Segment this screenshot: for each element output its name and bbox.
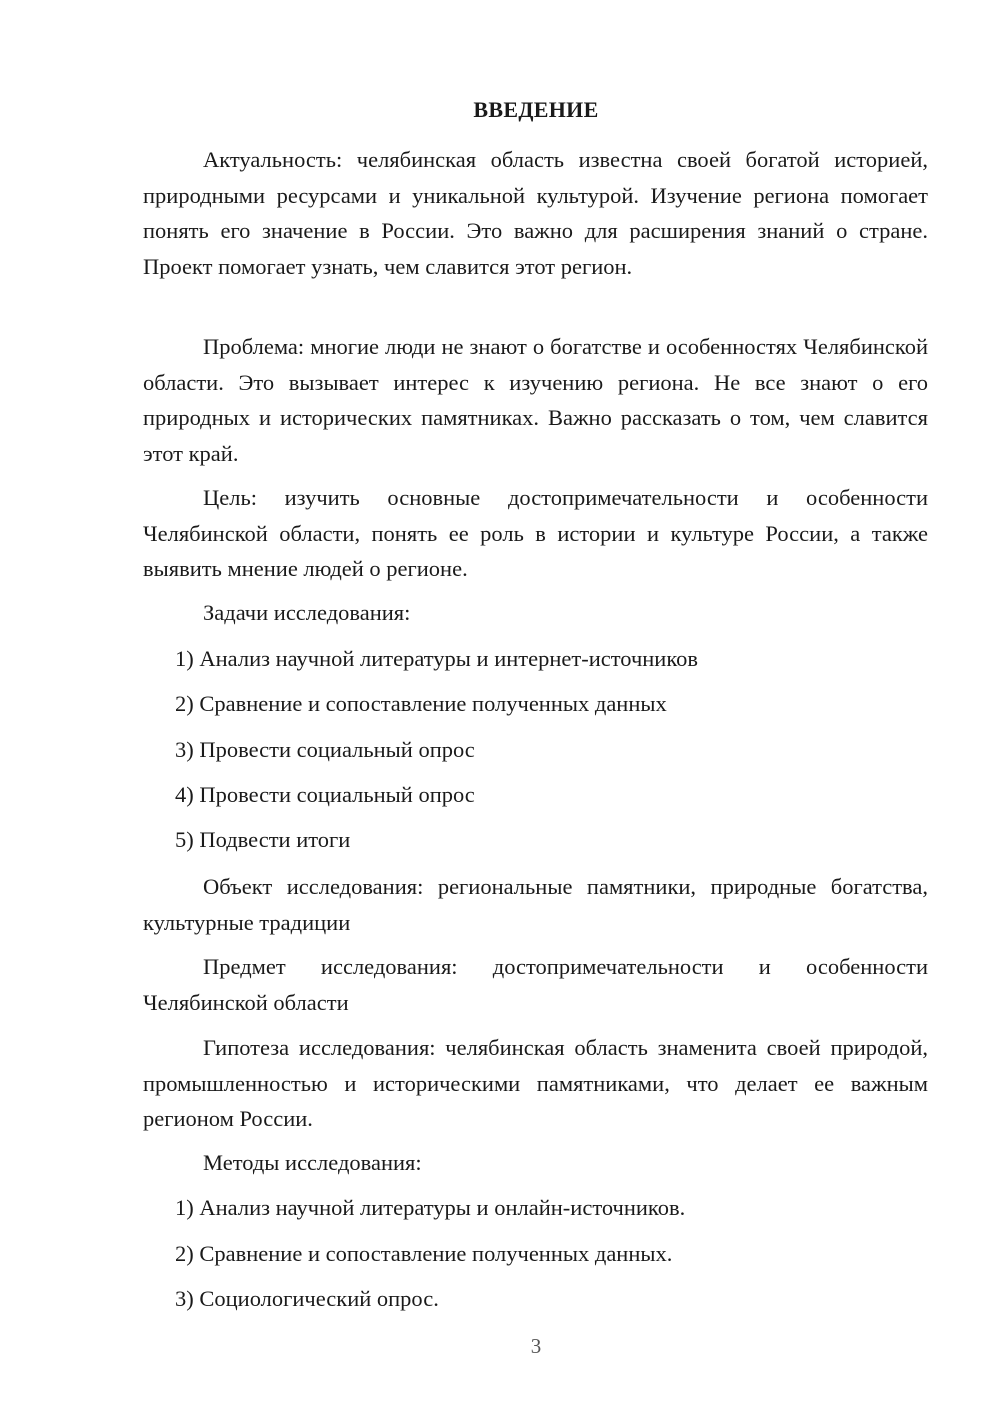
task-item: 1) Анализ научной литературы и интернет-источников	[175, 646, 699, 671]
method-item: 2) Сравнение и сопоставление полученных данных.	[175, 1241, 673, 1266]
tasks-heading: Задачи исследования:	[203, 600, 411, 625]
task-item: 4) Провести социальный опрос	[175, 782, 475, 807]
goal-paragraph: Цель: изучить основные достопримечательности и особенности Челябинской области, понять ее роль в истории и культуре России, а также выявить мнение людей о регионе.	[143, 485, 928, 581]
task-item: 3) Провести социальный опрос	[175, 737, 475, 762]
task-item: 2) Сравнение и сопоставление полученных данных	[175, 691, 667, 716]
task-item: 5) Подвести итоги	[175, 827, 351, 852]
hypothesis-paragraph: Гипотеза исследования: челябинская область знаменита своей природой, промышленностью и историческими памятниками, что делает ее важным регионом России.	[143, 1035, 928, 1131]
section-heading: ВВЕДЕНИЕ	[473, 97, 599, 122]
relevance-paragraph: Актуальность: челябинская область известна своей богатой историей, природными ресурсами и уникальной культурой. Изучение региона помогает понять его значение в России. Это важно для расширения знаний о стране. Проект помогает узнать, чем славится этот регион.	[143, 147, 928, 279]
page-number: 3	[530, 1334, 542, 1358]
method-item: 3) Социологический опрос.	[175, 1286, 439, 1311]
object-paragraph: Объект исследования: региональные памятники, природные богатства, культурные традиции	[143, 874, 928, 935]
methods-heading: Методы исследования:	[203, 1150, 422, 1175]
problem-paragraph: Проблема: многие люди не знают о богатстве и особенностях Челябинской области. Это вызывает интерес к изучению региона. Не все знают о его природных и исторических памятниках. Важно рассказать о том, чем славится этот край.	[143, 334, 928, 466]
subject-paragraph: Предмет исследования: достопримечательности и особенности Челябинской области	[143, 954, 928, 1015]
method-item: 1) Анализ научной литературы и онлайн-источников.	[175, 1195, 686, 1220]
